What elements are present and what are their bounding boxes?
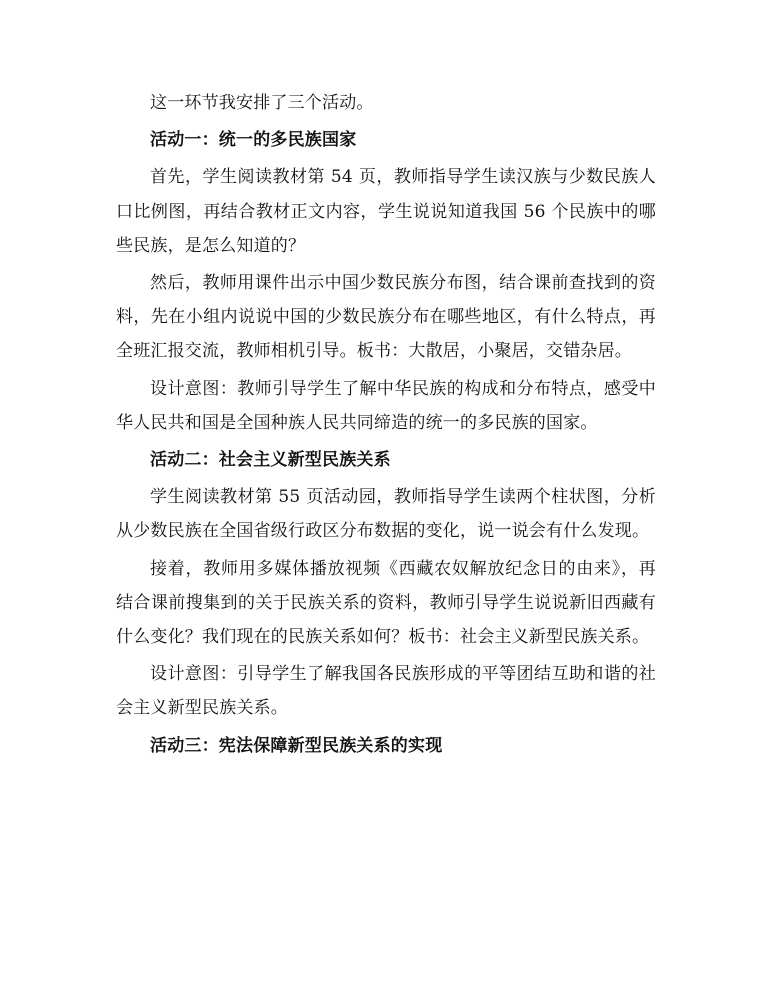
activity-one-heading: 活动一：统一的多民族国家 (150, 130, 357, 151)
activity-two-heading: 活动二：社会主义新型民族关系 (150, 450, 391, 471)
document-body (116, 86, 656, 766)
activity-one-design-intent: 设计意图：教师引导学生了解中华民族的构成和分布特点，感受中华人民共和国是全国种族人民共同缔造的统一的多民族的国家。 (116, 378, 656, 433)
activity-one-paragraph-2: 然后，教师用课件出示中国少数民族分布图，结合课前查找到的资料，先在小组内说说中国的少数民族分布在哪些地区，有什么特点，再全班汇报交流，教师相机引导。板书：大散居，小聚居，交错杂居。 (116, 273, 656, 362)
intro-paragraph: 这一环节我安排了三个活动。 (150, 93, 374, 113)
activity-two-paragraph-1: 学生阅读教材第 55 页活动园，教师指导学生读两个柱状图，分析从少数民族在全国省级行政区分布数据的变化，说一说会有什么发现。 (116, 487, 656, 542)
activity-three-heading: 活动三：宪法保障新型民族关系的实现 (150, 735, 443, 756)
activity-two-design-intent: 设计意图：引导学生了解我国各民族形成的平等团结互助和谐的社会主义新型民族关系。 (116, 664, 656, 719)
activity-two-paragraph-2: 接着，教师用多媒体播放视频《西藏农奴解放纪念日的由来》，再结合课前搜集到的关于民族关系的资料，教师引导学生说说新旧西藏有什么变化？我们现在的民族关系如何？板书：社会主义新型民族关系。 (116, 558, 656, 648)
activity-one-paragraph-1: 首先，学生阅读教材第 54 页，教师指导学生读汉族与少数民族人口比例图，再结合教材正文内容，学生说说知道我国 56 个民族中的哪些民族，是怎么知道的？ (116, 167, 656, 256)
